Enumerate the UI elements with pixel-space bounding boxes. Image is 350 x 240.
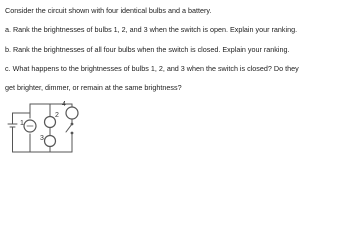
bulb-label-4: 4 [62, 101, 66, 108]
bulb-label-2: 2 [55, 112, 59, 119]
part-a-text: a. Rank the brightnesses of bulbs 1, 2, and 3 when the switch is open. Explain your ranking. [5, 25, 298, 34]
bulb-4 [66, 107, 78, 119]
bulb-3 [45, 136, 56, 147]
bulb-2 [45, 117, 56, 128]
battery [8, 113, 17, 152]
intro-text: Consider the circuit shown with four identical bulbs and a battery. [5, 6, 212, 15]
part-c-text: c. What happens to the brightnesses of bulbs 1, 2, and 3 when the switch is closed? Do they [5, 64, 299, 73]
bulb-label-3: 3 [40, 135, 44, 142]
part-c-text-cont: get brighter, dimmer, or remain at the same brightness? [5, 83, 182, 92]
part-b-text: b. Rank the brightnesses of all four bulbs when the switch is closed. Explain your ranking. [5, 45, 290, 54]
bulb-label-1: 1 [20, 120, 24, 127]
